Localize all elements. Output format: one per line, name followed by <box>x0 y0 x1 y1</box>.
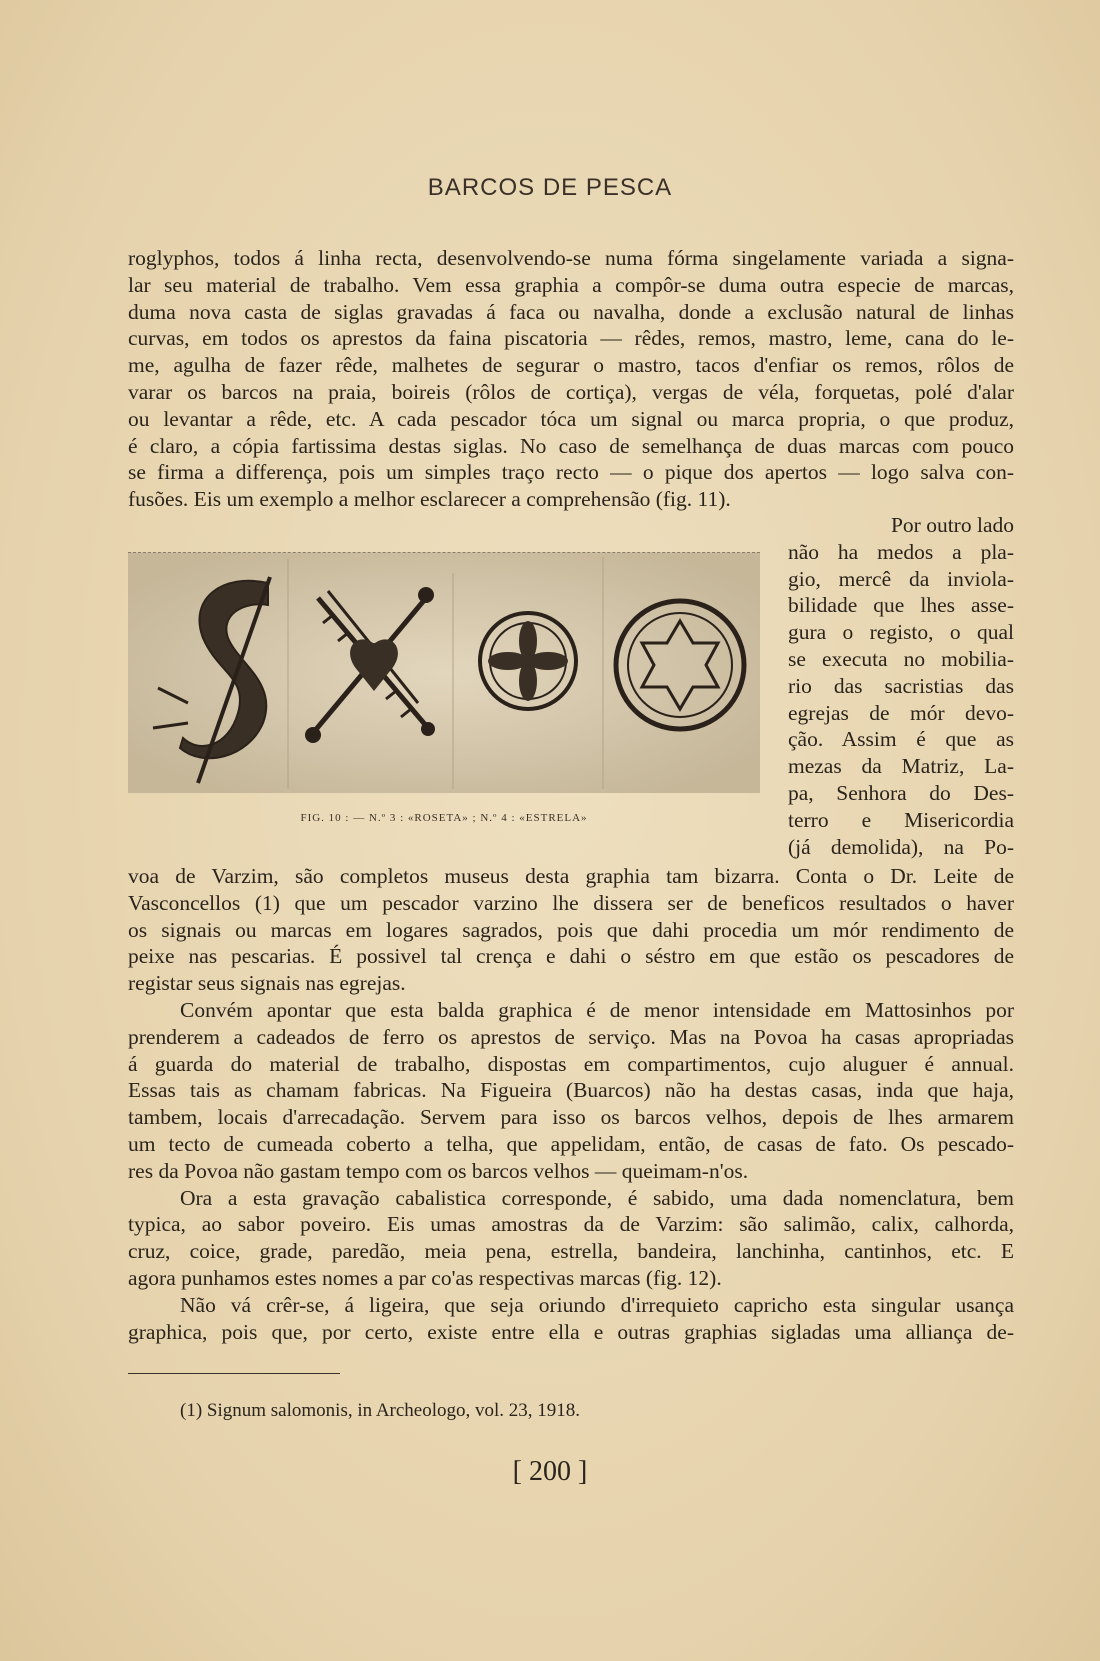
text-line: agora punhamos estes nomes a par co'as respectivas marcas (fig. 12). <box>128 1265 722 1290</box>
footnote: (1) Signum salomonis, in Archeologo, vol. 23, 1918. <box>180 1400 581 1421</box>
text-line: os signais ou marcas em logares sagrados, pois que dahi procedia um mór rendimento de <box>128 917 1014 942</box>
text-line: se executa no mobilia- <box>788 646 1014 671</box>
text-line: Por outro lado <box>890 513 1014 537</box>
text-line: bilidade que lhes asse- <box>788 593 1014 618</box>
figure-caption: FIG. 10 : — N.º 3 : «ROSETA» ; N.º 4 : «ESTRELA» <box>300 812 588 824</box>
text-line: ção. Assim é que as <box>788 727 1014 752</box>
side-column <box>788 512 1014 860</box>
text-line: fusões. Eis um exemplo a melhor esclarecer a comprehensão (fig. 11). <box>128 487 731 512</box>
text-line: não ha medos a pla- <box>788 539 1014 564</box>
roseta-mark <box>480 613 576 709</box>
text-line: Essas tais as chamam fabricas. Na Figueira (Buarcos) não ha destas casas, inda que haja, <box>128 1078 1014 1103</box>
text-line: duma nova casta de siglas gravadas á faca ou navalha, donde a exclusão natural de linhas <box>128 299 1014 324</box>
text-line: terro e Misericordia <box>788 807 1014 832</box>
text-line: se firma a differença, pois um simples traço recto — o pique dos apertos — logo salva con- <box>128 460 1014 485</box>
text-line: graphica, pois que, por certo, existe entre ella e outras graphias sigladas uma alliança de- <box>128 1319 1014 1344</box>
text-line: me, agulha de fazer rêde, malhetes de segurar o mastro, tacos d'enfiar os remos, rôlos de <box>128 353 1014 378</box>
text-line: um tecto de cumeada coberto a telha, que appelidam, então, de casas de fato. Os pescado- <box>128 1131 1014 1156</box>
text-line: mezas da Matriz, La- <box>788 754 1014 779</box>
text-line: ou levantar a rêde, etc. A cada pescador tóca um signal ou marca propria, o que produz, <box>128 406 1014 431</box>
text-line: pa, Senhora do Des- <box>788 780 1014 805</box>
text-line: cruz, coice, grade, paredão, meia pena, estrella, bandeira, lanchinha, cantinhos, etc. E <box>128 1239 1014 1264</box>
text-line: lar seu material de trabalho. Vem essa graphia a compôr-se duma outra especie de marcas, <box>128 272 1014 297</box>
text-line: voa de Varzim, são completos museus desta graphia tam bizarra. Conta o Dr. Leite de <box>128 864 1014 888</box>
footnote-rule <box>128 1373 340 1374</box>
figure-10-photo <box>128 552 760 793</box>
text-line: typica, ao sabor poveiro. Eis umas amostras da de Varzim: são salimão, calix, calhorda, <box>128 1212 1014 1237</box>
running-header: BARCOS DE PESCA <box>427 174 673 201</box>
figure-illustration <box>128 553 760 793</box>
text-line: é claro, a cópia fartissima destas siglas. No caso de semelhança de duas marcas com pouco <box>128 433 1014 458</box>
text-line: gio, mercê da inviola- <box>788 566 1014 591</box>
text-line: Convém apontar que esta balda graphica é de menor intensidade em Mattosinhos por <box>180 997 1014 1022</box>
text-line: Ora a esta gravação cabalistica corresponde, é sabido, uma dada nomenclatura, bem <box>180 1185 1014 1210</box>
text-line: tambem, locais d'arrecadação. Servem para isso os barcos velhos, depois de lhes armarem <box>128 1105 1014 1130</box>
text-line: curvas, em todos os aprestos da faina piscatoria — rêdes, remos, mastro, leme, cana do le- <box>128 326 1014 351</box>
text-line: peixe nas pescarias. É possivel tal crença e dahi o séstro em que estão os pescadores de <box>128 944 1014 969</box>
text-line: roglyphos, todos á linha recta, desenvolvendo-se numa fórma singelamente variada a signa- <box>128 246 1014 270</box>
text-line: varar os barcos na praia, boireis (rôlos de cortiça), vergas de véla, forquetas, polé d'alar <box>128 379 1014 404</box>
paragraph-1 <box>128 245 1014 513</box>
paragraph-3 <box>128 863 1014 1345</box>
text-line: egrejas de mór devo- <box>788 700 1014 725</box>
text-line: registar seus signais nas egrejas. <box>128 971 406 996</box>
text-line: Vasconcellos (1) que um pescador varzino lhe dissera ser de beneficos resultados o haver <box>128 890 1014 915</box>
text-line: prenderem a cadeados de ferro os aprestos de serviço. Mas na Povoa ha casas apropriadas <box>128 1024 1014 1049</box>
text-line: res da Povoa não gastam tempo com os barcos velhos — queimam-n'os. <box>128 1158 749 1183</box>
text-line: (já demolida), na Po- <box>788 834 1014 859</box>
page-number: [ 200 ] <box>512 1456 588 1487</box>
text-line: gura o registo, o qual <box>788 620 1014 645</box>
text-line: Não vá crêr-se, á ligeira, que seja oriundo d'irrequieto capricho esta singular usança <box>180 1292 1014 1317</box>
text-line: rio das sacristias das <box>788 673 1014 698</box>
text-line: á guarda do material de trabalho, dispostas em compartimentos, cujo aluguer é annual. <box>128 1051 1014 1076</box>
